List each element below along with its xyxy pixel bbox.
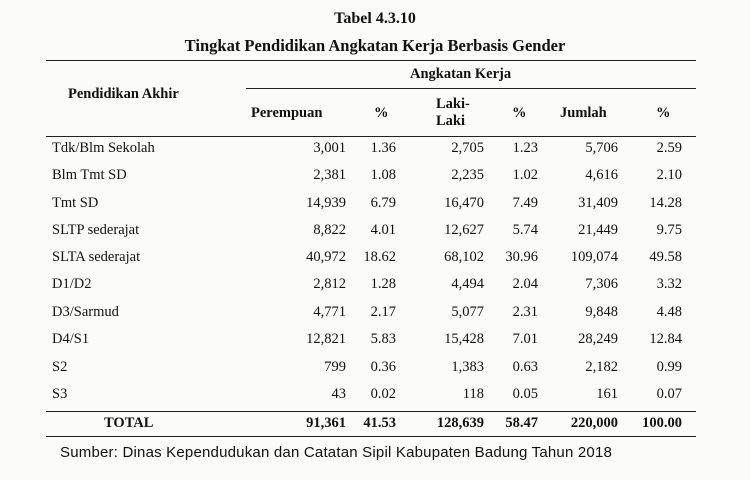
subheader-rule bbox=[246, 88, 696, 89]
cell-total-pct: 12.84 bbox=[649, 331, 682, 347]
table-number: Tabel 4.3.10 bbox=[334, 10, 416, 27]
header-total: Jumlah bbox=[560, 105, 607, 121]
cell-total-pct: 2.10 bbox=[656, 167, 682, 183]
header-labor-force: Angkatan Kerja bbox=[410, 66, 512, 82]
cell-female-pct: 1.08 bbox=[370, 167, 396, 183]
cell-female-pct: 41.53 bbox=[363, 415, 396, 431]
row-label: S2 bbox=[52, 359, 68, 375]
cell-total: 7,306 bbox=[585, 276, 618, 292]
cell-female: 3,001 bbox=[313, 140, 346, 156]
header-male-pct: % bbox=[512, 105, 527, 121]
cell-male: 16,470 bbox=[444, 195, 484, 211]
header-total-pct: % bbox=[656, 105, 671, 121]
cell-male-pct: 5.74 bbox=[512, 222, 538, 238]
row-label: Tmt SD bbox=[52, 195, 99, 211]
cell-total: 28,249 bbox=[578, 331, 618, 347]
table-row bbox=[46, 167, 696, 193]
cell-total: 109,074 bbox=[570, 249, 618, 265]
cell-male: 15,428 bbox=[444, 331, 484, 347]
cell-female: 2,381 bbox=[313, 167, 346, 183]
cell-total: 9,848 bbox=[585, 304, 618, 320]
cell-male: 128,639 bbox=[436, 415, 484, 431]
cell-total-pct: 2.59 bbox=[656, 140, 682, 156]
cell-total-pct: 0.99 bbox=[656, 359, 682, 375]
cell-male: 2,705 bbox=[451, 140, 484, 156]
table-row bbox=[46, 195, 696, 221]
table-row bbox=[46, 359, 696, 385]
cell-total-pct: 4.48 bbox=[656, 304, 682, 320]
cell-female-pct: 4.01 bbox=[370, 222, 396, 238]
cell-female-pct: 1.36 bbox=[370, 140, 396, 156]
cell-total: 161 bbox=[596, 386, 618, 402]
cell-female: 14,939 bbox=[306, 195, 346, 211]
cell-total: 21,449 bbox=[578, 222, 618, 238]
cell-total-pct: 49.58 bbox=[649, 249, 682, 265]
cell-total-pct: 0.07 bbox=[656, 386, 682, 402]
row-label: SLTA sederajat bbox=[52, 249, 141, 265]
cell-male: 5,077 bbox=[451, 304, 484, 320]
cell-female-pct: 2.17 bbox=[370, 304, 396, 320]
cell-total-pct: 3.32 bbox=[656, 276, 682, 292]
table-row bbox=[46, 249, 696, 275]
cell-male-pct: 30.96 bbox=[505, 249, 538, 265]
cell-female: 40,972 bbox=[306, 249, 346, 265]
header-male-line1: Laki- bbox=[436, 96, 470, 112]
cell-male: 1,383 bbox=[451, 359, 484, 375]
source-note: Sumber: Dinas Kependudukan dan Catatan Sipil Kabupaten Badung Tahun 2018 bbox=[60, 444, 613, 461]
cell-total-pct: 14.28 bbox=[649, 195, 682, 211]
cell-male-pct: 0.63 bbox=[512, 359, 538, 375]
cell-male-pct: 58.47 bbox=[505, 415, 538, 431]
table-title: Tingkat Pendidikan Angkatan Kerja Berbasis Gender bbox=[184, 36, 566, 55]
cell-male-pct: 1.23 bbox=[512, 140, 538, 156]
table-row bbox=[46, 140, 696, 166]
cell-male: 2,235 bbox=[451, 167, 484, 183]
total-row bbox=[46, 415, 696, 441]
table-row bbox=[46, 276, 696, 302]
cell-total: 2,182 bbox=[585, 359, 618, 375]
header-male-line2: Laki bbox=[436, 113, 466, 129]
cell-total-pct: 100.00 bbox=[642, 415, 682, 431]
row-label: SLTP sederajat bbox=[52, 222, 140, 238]
cell-male: 12,627 bbox=[444, 222, 484, 238]
cell-female-pct: 6.79 bbox=[370, 195, 396, 211]
cell-female-pct: 18.62 bbox=[363, 249, 396, 265]
row-label: Tdk/Blm Sekolah bbox=[52, 140, 155, 156]
row-label: TOTAL bbox=[104, 415, 154, 431]
cell-female: 4,771 bbox=[313, 304, 346, 320]
cell-female-pct: 1.28 bbox=[370, 276, 396, 292]
cell-total-pct: 9.75 bbox=[656, 222, 682, 238]
table-row bbox=[46, 222, 696, 248]
cell-female-pct: 0.02 bbox=[370, 386, 396, 402]
cell-female: 8,822 bbox=[313, 222, 346, 238]
cell-male-pct: 2.04 bbox=[512, 276, 538, 292]
cell-total: 5,706 bbox=[585, 140, 618, 156]
cell-female: 43 bbox=[331, 386, 346, 402]
cell-female: 2,812 bbox=[313, 276, 346, 292]
header-bottom-rule bbox=[46, 136, 696, 137]
table-row bbox=[46, 386, 696, 412]
cell-total: 31,409 bbox=[578, 195, 618, 211]
cell-male: 118 bbox=[462, 386, 484, 402]
row-label: S3 bbox=[52, 386, 68, 402]
table-row bbox=[46, 304, 696, 330]
header-education: Pendidikan Akhir bbox=[68, 86, 179, 102]
cell-female-pct: 0.36 bbox=[370, 359, 396, 375]
cell-male: 4,494 bbox=[451, 276, 484, 292]
cell-female: 12,821 bbox=[306, 331, 346, 347]
header-female-pct: % bbox=[374, 105, 389, 121]
cell-male-pct: 2.31 bbox=[512, 304, 538, 320]
cell-total: 4,616 bbox=[585, 167, 618, 183]
cell-male-pct: 7.49 bbox=[512, 195, 538, 211]
header-female: Perempuan bbox=[251, 105, 323, 121]
cell-male-pct: 0.05 bbox=[512, 386, 538, 402]
cell-female: 91,361 bbox=[306, 415, 346, 431]
row-label: Blm Tmt SD bbox=[52, 167, 127, 183]
cell-male-pct: 1.02 bbox=[512, 167, 538, 183]
cell-total: 220,000 bbox=[570, 415, 618, 431]
cell-male-pct: 7.01 bbox=[512, 331, 538, 347]
cell-female-pct: 5.83 bbox=[370, 331, 396, 347]
top-rule bbox=[46, 60, 696, 61]
row-label: D1/D2 bbox=[52, 276, 92, 292]
cell-female: 799 bbox=[324, 359, 346, 375]
cell-male: 68,102 bbox=[444, 249, 484, 265]
row-label: D3/Sarmud bbox=[52, 304, 119, 320]
row-label: D4/S1 bbox=[52, 331, 90, 347]
table-row bbox=[46, 331, 696, 357]
